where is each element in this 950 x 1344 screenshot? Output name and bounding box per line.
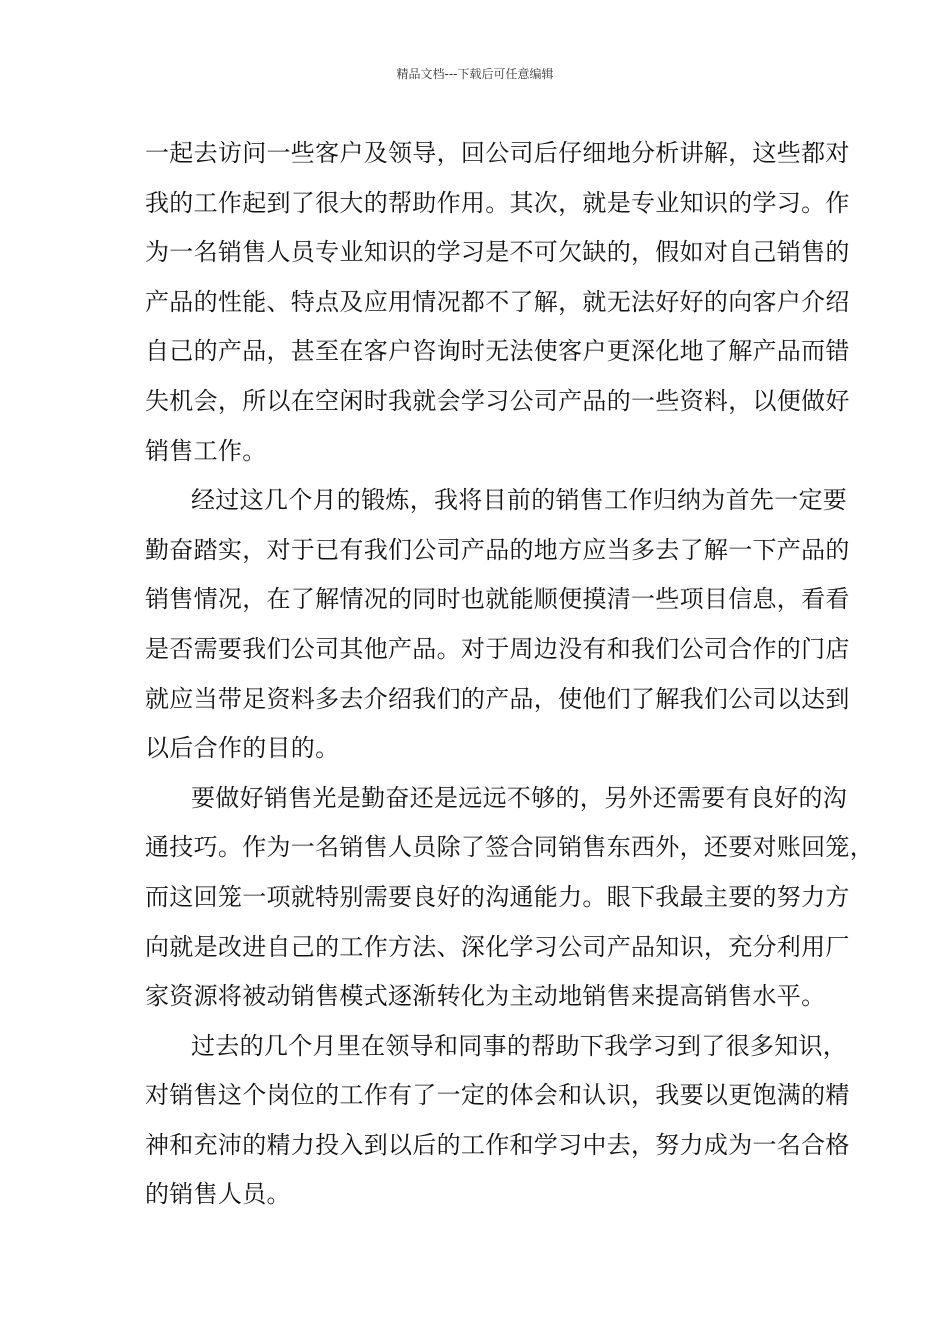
- text-line: 对销售这个岗位的工作有了一定的体会和认识，我要以更饱满的精: [145, 1081, 850, 1110]
- text-line: 神和充沛的精力投入到以后的工作和学习中去，努力成为一名合格: [145, 1130, 850, 1159]
- text-line: 而这回笼一项就特别需要良好的沟通能力。眼下我最主要的努力方: [145, 882, 850, 911]
- text-line: 过去的几个月里在领导和同事的帮助下我学习到了很多知识，: [191, 1031, 848, 1060]
- text-line: 一起去访问一些客户及领导，回公司后仔细地分析讲解，这些都对: [145, 139, 850, 167]
- text-line: 以后合作的目的。: [145, 734, 340, 763]
- paragraph: [145, 134, 850, 481]
- text-line: 自己的产品，甚至在客户咨询时无法使客户更深化地了解产品而错: [145, 337, 850, 366]
- text-line: 经过这几个月的锻炼，我将目前的销售工作归纳为首先一定要: [191, 486, 848, 515]
- text-line: 为一名销售人员专业知识的学习是不可欠缺的，假如对自己销售的: [145, 238, 850, 267]
- paragraph: [145, 779, 874, 1027]
- text-line: 通技巧。作为一名销售人员除了签合同销售东西外，还要对账回笼，: [145, 833, 874, 862]
- text-line: 就应当带足资料多去介绍我们的产品，使他们了解我们公司以达到: [145, 684, 850, 713]
- paragraph: [145, 1027, 850, 1225]
- text-line: 要做好销售光是勤奋还是远远不够的，另外还需要有良好的沟: [191, 783, 848, 812]
- text-line: 家资源将被动销售模式逐渐转化为主动地销售来提高销售水平。: [145, 982, 826, 1011]
- text-line: 是否需要我们公司其他产品。对于周边没有和我们公司合作的门店: [145, 634, 850, 663]
- text-line: 销售情况，在了解情况的同时也就能顺便摸清一些项目信息，看看: [145, 585, 850, 614]
- text-line: 向就是改进自己的工作方法、深化学习公司产品知识，充分利用厂: [145, 932, 850, 961]
- text-line: 勤奋踏实，对于已有我们公司产品的地方应当多去了解一下产品的: [145, 535, 850, 564]
- text-line: 失机会，所以在空闲时我就会学习公司产品的一些资料，以便做好: [145, 386, 850, 415]
- text-line: 产品的性能、特点及应用情况都不了解，就无法好好的向客户介绍: [145, 287, 850, 316]
- text-line: 销售工作。: [145, 436, 267, 465]
- page-header: 精品文档---下载后可任意编辑: [396, 67, 554, 81]
- paragraph: [145, 481, 850, 779]
- text-line: 我的工作起到了很大的帮助作用。其次，就是专业知识的学习。作: [145, 188, 850, 217]
- document-body: [145, 134, 874, 1225]
- text-line: 的销售人员。: [145, 1180, 291, 1209]
